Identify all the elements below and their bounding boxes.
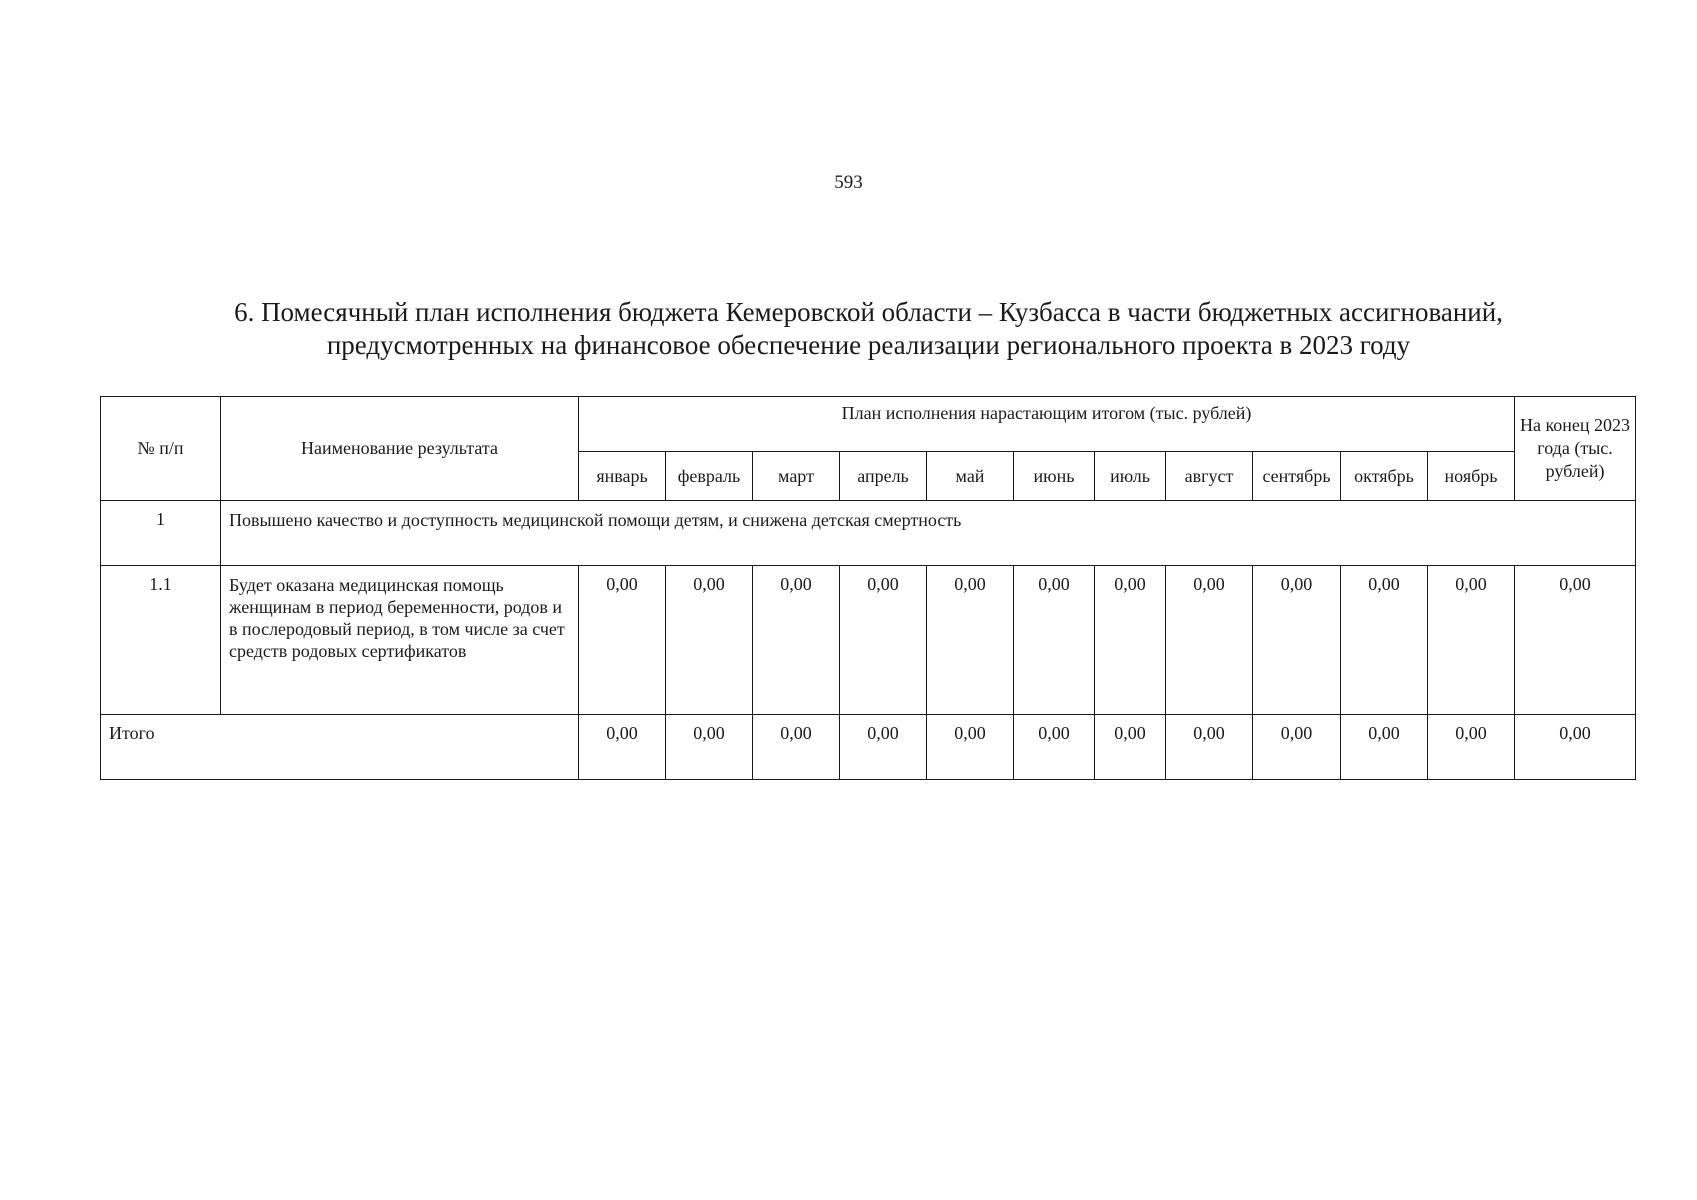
total-year-end-value: 0,00 — [1515, 715, 1636, 780]
header-name: Наименование результата — [221, 397, 579, 501]
header-month: октябрь — [1341, 452, 1428, 501]
total-label: Итого — [101, 715, 579, 780]
total-monthly-value: 0,00 — [840, 715, 927, 780]
total-monthly-value: 0,00 — [1428, 715, 1515, 780]
header-month: июнь — [1014, 452, 1095, 501]
header-number: № п/п — [101, 397, 221, 501]
item-monthly-value: 0,00 — [1014, 566, 1095, 715]
item-monthly-value: 0,00 — [840, 566, 927, 715]
item-name: Будет оказана медицинская помощь женщинам в период беременности, родов и в послеродовый период, в том числе за счет средств родовых сертификатов — [221, 566, 579, 715]
header-month: март — [753, 452, 840, 501]
section-title: Повышено качество и доступность медицинской помощи детям, и снижена детская смертность — [221, 501, 1636, 566]
page-title-line-1: 6. Помесячный план исполнения бюджета Кемеровской области – Кузбасса в части бюджетных ассигнований, — [234, 297, 1503, 327]
total-monthly-value: 0,00 — [1166, 715, 1253, 780]
item-year-end-value: 0,00 — [1515, 566, 1636, 715]
item-monthly-value: 0,00 — [579, 566, 666, 715]
header-year-end: На конец 2023 года (тыс. рублей) — [1515, 397, 1636, 501]
page-title-line-2: предусмотренных на финансовое обеспечение реализации регионального проекта в 2023 году — [326, 330, 1411, 360]
item-monthly-value: 0,00 — [1253, 566, 1341, 715]
header-month: апрель — [840, 452, 927, 501]
header-month: май — [927, 452, 1014, 501]
total-monthly-value: 0,00 — [927, 715, 1014, 780]
header-month: февраль — [666, 452, 753, 501]
budget-table — [100, 396, 1636, 780]
total-monthly-value: 0,00 — [1253, 715, 1341, 780]
item-monthly-value: 0,00 — [1095, 566, 1166, 715]
header-row-group — [101, 397, 1636, 452]
item-monthly-value: 0,00 — [666, 566, 753, 715]
header-month: август — [1166, 452, 1253, 501]
total-monthly-value: 0,00 — [753, 715, 840, 780]
total-monthly-value: 0,00 — [1341, 715, 1428, 780]
page-title — [80, 296, 1657, 362]
header-month: сентябрь — [1253, 452, 1341, 501]
item-monthly-value: 0,00 — [1166, 566, 1253, 715]
item-monthly-value: 0,00 — [1341, 566, 1428, 715]
total-monthly-value: 0,00 — [579, 715, 666, 780]
table-row — [101, 566, 1636, 715]
header-month: январь — [579, 452, 666, 501]
item-monthly-value: 0,00 — [753, 566, 840, 715]
section-row — [101, 501, 1636, 566]
total-row — [101, 715, 1636, 780]
item-monthly-value: 0,00 — [1428, 566, 1515, 715]
total-monthly-value: 0,00 — [1095, 715, 1166, 780]
header-month: июль — [1095, 452, 1166, 501]
section-number: 1 — [101, 501, 221, 566]
header-plan-group: План исполнения нарастающим итогом (тыс. рублей) — [579, 397, 1515, 452]
header-month: ноябрь — [1428, 452, 1515, 501]
item-number: 1.1 — [101, 566, 221, 715]
total-monthly-value: 0,00 — [666, 715, 753, 780]
page-number: 593 — [834, 172, 863, 193]
total-monthly-value: 0,00 — [1014, 715, 1095, 780]
item-monthly-value: 0,00 — [927, 566, 1014, 715]
